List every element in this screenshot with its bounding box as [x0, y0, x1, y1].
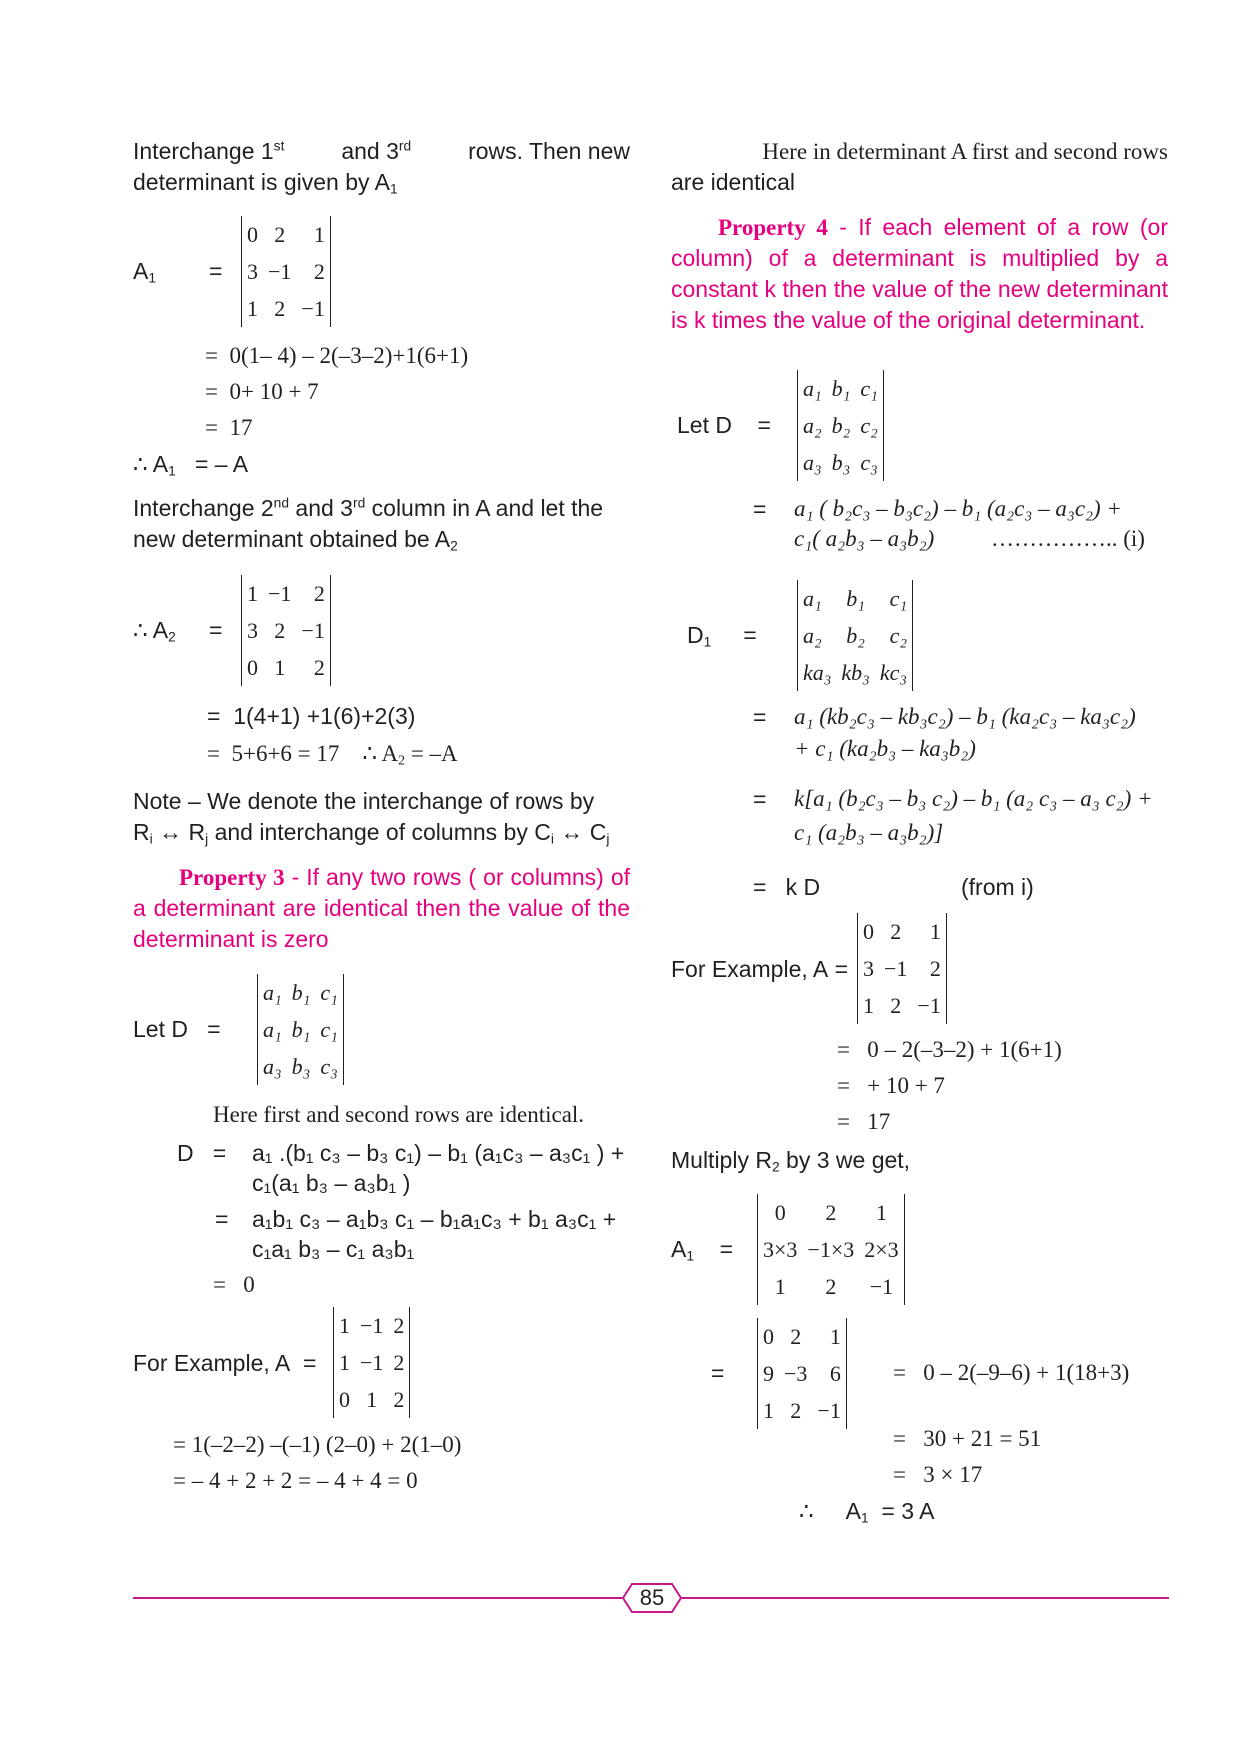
let-d-label: Let D = — [133, 1016, 221, 1042]
equals-sign: = — [711, 1360, 725, 1386]
example-matrix: 0 2 1 3 −1 2 1 2 −1 — [857, 913, 947, 1024]
intro-paragraph: Interchange 1st and 3rd rows. Then new determinant is given by $A_1$ — [133, 138, 630, 197]
example-step-2: = – 4 + 2 + 2 = – 4 + 4 = 0 — [173, 1468, 418, 1493]
example-matrix: 1 −1 2 1 −1 2 0 1 2 — [333, 1307, 410, 1418]
d-matrix: a₁ b₁ c₁ a₁ b₁ c₁ a₃ b₃ c₃ — [257, 974, 344, 1085]
a2-matrix: 1 −1 2 3 2 −1 0 1 2 — [241, 575, 331, 686]
expand-1a: a₁ .(b₁ c₃ – b₃ c₁) – b₁ (a₁c₃ – a₃c₁ ) + — [252, 1140, 625, 1166]
expand-b: c₁( a₂b₃ – a₃b₂) — [794, 526, 935, 551]
a1-matrix: 0 2 1 3 −1 2 1 2 −1 — [241, 216, 331, 327]
property-4-paragraph: Property 4 - If each element of a row (or column) of a determinant is multiplied by a constant k then the value of the new determinant is k times the value of the original determinant. — [671, 214, 1169, 333]
zero-result: = 0 — [213, 1272, 255, 1297]
a2-step-1: = 1(4+1) +1(6)+2(3) — [207, 703, 416, 729]
a1-step-2: = 3 × 17 — [893, 1462, 983, 1487]
kd-result: = k D — [753, 874, 821, 900]
identical-paragraph: Here in determinant A first and second rows are identical — [671, 139, 1168, 195]
final-result: ∴ $A_1 = 3$ A — [799, 1498, 935, 1526]
d-matrix: a₁ b₁ c₁ a₂ b₂ c₂ a₃ b₃ c₃ — [797, 370, 884, 481]
k-expand-1b: + c₁ (ka₂b₃ – ka₃b₂) — [794, 736, 976, 761]
k-expand-1a: a₁ (kb₂c₃ – kb₃c₂) – b₁ (ka₂c₃ – ka₃c₂) — [794, 704, 1136, 729]
d-label: D = — [177, 1140, 227, 1166]
from-i-note: (from i) — [961, 874, 1034, 900]
a1-label: $A_1$ — [133, 258, 157, 286]
expand-2a: a₁b₁ c₃ – a₁b₃ c₁ – b₁a₁c₃ + b₁ a₃c₁ + — [252, 1206, 617, 1232]
expand-a: a₁ ( b₂c₃ – b₃c₂) – b₁ (a₂c₃ – a₃c₂) + — [794, 496, 1122, 521]
example-label: For Example, A = — [133, 1350, 317, 1376]
identical-note: Here first and second rows are identical. — [213, 1102, 585, 1127]
a2-label: ∴ $A_2$ — [133, 617, 176, 645]
a1-expand: = 0 – 2(–9–6) + 1(18+3) — [893, 1360, 1130, 1385]
equals-sign: = — [753, 786, 767, 812]
example-label: For Example, A = — [671, 956, 849, 982]
a1-evaluated-matrix: 0 2 1 9 −3 6 1 2 −1 — [757, 1318, 847, 1429]
equals-sign: = — [753, 704, 767, 730]
property-4-title: Property 4 — [718, 215, 828, 240]
result-1: ∴ $A_1$ = – A — [133, 451, 249, 479]
example-step-2: = + 10 + 7 — [837, 1073, 945, 1098]
d1-label: $D_1$ = — [687, 622, 757, 650]
step-3: = 17 — [205, 415, 253, 440]
a2-step-2: = 5+6+6 = 17 ∴ $A_2 = -A$ — [207, 741, 458, 768]
a1-scaled-matrix: 0 2 1 3×3 −1×3 2×3 1 2 −1 — [757, 1194, 905, 1305]
property-3-title: Property 3 — [179, 865, 285, 890]
example-step-3: = 17 — [837, 1109, 891, 1134]
interchange-columns-paragraph: Interchange 2nd and 3rd column in A and let the new determinant obtained be $A_2$ — [133, 495, 604, 554]
step-2: = 0+ 10 + 7 — [205, 379, 319, 404]
example-step-1: = 1(–2–2) –(–1) (2–0) + 2(1–0) — [173, 1432, 462, 1457]
property-3-paragraph: Property 3 - If any two rows ( or columns) of a determinant are identical then the value of the determinant is zero — [133, 864, 631, 952]
equals-sign: = — [209, 258, 223, 284]
d1-matrix: a₁ b₁ c₁ a₂ b₂ c₂ ka₃ kb₃ kc₃ — [797, 580, 913, 691]
note-paragraph: Note – We denote the interchange of rows by $R_i$ ↔ $R_j$ and interchange of columns by $C_i$ ↔ $C_j$ — [133, 788, 610, 847]
page-number: 85 — [639, 1585, 665, 1610]
k-expand-2b: c₁ (a₂b₃ – a₃b₂)] — [794, 820, 944, 845]
a1-label: $A_1$ = — [671, 1236, 734, 1264]
multiply-note: Multiply $R_2$ by 3 we get, — [671, 1147, 911, 1175]
a1-step-1: = 30 + 21 = 51 — [893, 1426, 1042, 1451]
expand-1b: c₁(a₁ b₃ – a₃b₁ ) — [252, 1170, 411, 1196]
equals-sign: = — [753, 496, 767, 522]
step-1: = 0(1– 4) – 2(–3–2)+1(6+1) — [205, 343, 469, 368]
equation-ref: …………….. (i) — [991, 526, 1145, 551]
equals-sign: = — [215, 1206, 229, 1232]
expand-2b: c₁a₁ b₃ – c₁ a₃b₁ — [252, 1236, 415, 1262]
let-d-label: Let D = — [677, 412, 771, 438]
example-step-1: = 0 – 2(–3–2) + 1(6+1) — [837, 1037, 1062, 1062]
k-expand-2a: k[a₁ (b₂c₃ – b₃ c₂) – b₁ (a₂ c₃ – a₃ c₂) + — [794, 786, 1153, 811]
equals-sign: = — [209, 617, 223, 643]
